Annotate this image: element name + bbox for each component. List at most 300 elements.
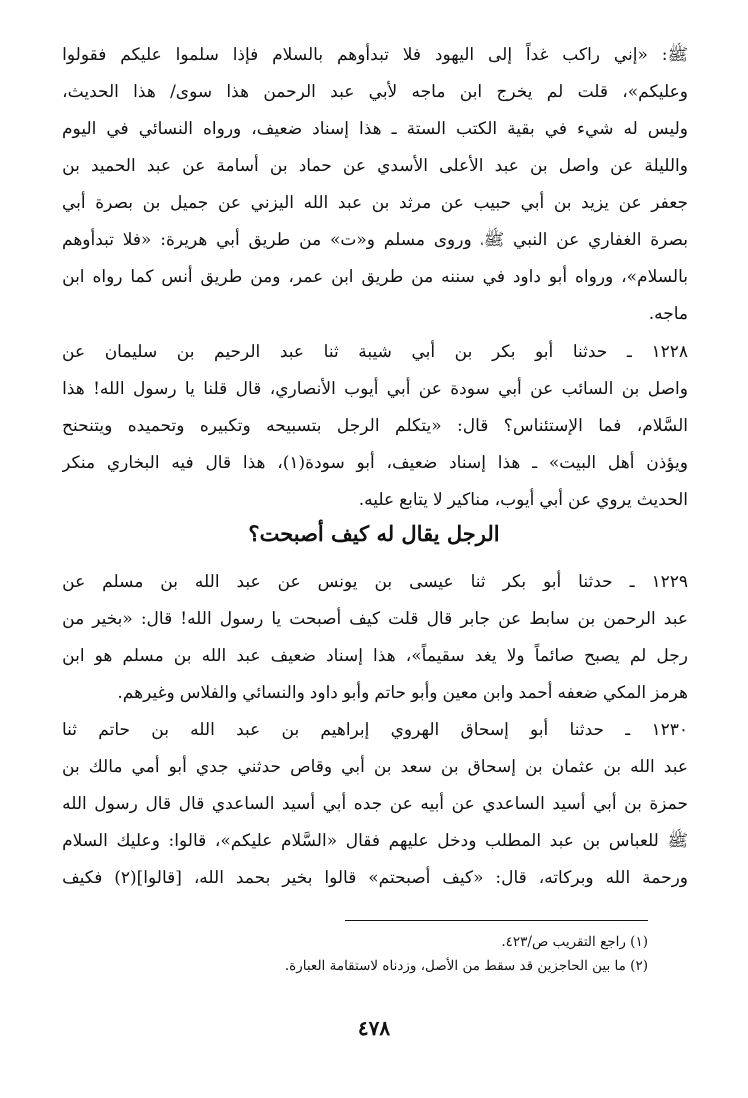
word: وروى [433, 230, 472, 250]
word: عبد [337, 193, 363, 213]
word: وتكبيره [199, 416, 251, 436]
word: اليهود [434, 45, 475, 65]
word: عبد [330, 82, 355, 102]
word: ﷺ: [661, 45, 688, 65]
word: فقولوا [62, 45, 107, 65]
word: كما [130, 267, 154, 287]
word: وابن [482, 683, 514, 703]
text-line [62, 786, 688, 823]
word: عبد [663, 757, 688, 777]
word: الساعدي [482, 794, 545, 814]
word: أيوب [344, 379, 379, 399]
word: الستة [406, 119, 446, 139]
word: بالسلام»، [621, 267, 688, 287]
word: بقية [507, 119, 535, 139]
word: هذا [497, 453, 521, 473]
text-line [62, 675, 688, 712]
word: النسائي [138, 119, 193, 139]
word: شيء [577, 119, 614, 139]
word: إلى [487, 45, 513, 65]
word: للعباس [608, 831, 659, 851]
word: بن [454, 342, 473, 362]
word: عن [182, 156, 206, 176]
text-line [62, 749, 688, 786]
word: أنس [161, 267, 193, 287]
word: ﷺ [667, 831, 688, 851]
text-line [62, 296, 688, 333]
word: بن [269, 156, 288, 176]
word: أحمد [518, 683, 553, 703]
word: البخاري [106, 453, 160, 473]
word: اليزني [250, 193, 294, 213]
paragraphs-hadith-1229-1230 [62, 564, 688, 897]
word: ـ [626, 342, 632, 362]
word: أسيد [282, 794, 316, 814]
word: ـ [391, 119, 397, 139]
word: «فلا [122, 230, 152, 250]
word: ـ [532, 453, 538, 473]
word: الرحيم [214, 342, 261, 362]
word: بن [577, 609, 596, 629]
paragraph-1227-continuation [62, 37, 688, 333]
word: واصل [647, 379, 688, 399]
word: هذا [226, 82, 250, 102]
word: عليكم [120, 45, 162, 65]
word: والنسائي [242, 683, 305, 703]
word: وغيرهم. [117, 683, 175, 703]
word: عن [618, 193, 642, 213]
word: إسناد [312, 119, 350, 139]
word: مسلم [383, 230, 425, 250]
word: إسحاق [460, 720, 509, 740]
word: يتابع [399, 490, 428, 510]
word: ويؤذن [646, 453, 688, 473]
word: ـ [625, 720, 631, 740]
word: صائماً [534, 646, 575, 666]
word: فيه [171, 453, 194, 473]
word: ماجه. [648, 304, 688, 324]
word: مسلم [102, 572, 144, 592]
word: قال: [495, 868, 527, 888]
word: شيبة [358, 342, 392, 362]
word: قال [235, 379, 262, 399]
word: عبد [494, 156, 519, 176]
paragraph-hadith-1228 [62, 334, 688, 519]
word: حاتم [374, 683, 407, 703]
word: ورواه [575, 267, 614, 287]
word: الله، [193, 868, 224, 888]
word: قالوا: [168, 831, 207, 851]
word: كيف [349, 609, 381, 629]
word: بن [173, 646, 192, 666]
word: بن [160, 572, 178, 592]
word: الساعدي [211, 794, 275, 814]
word: عن [389, 794, 413, 814]
word: سليمان [104, 342, 158, 362]
word: وأبو [411, 683, 438, 703]
word: بالسلام [272, 45, 324, 65]
word: إبراهيم [320, 720, 370, 740]
word: رسول [132, 379, 177, 399]
word: رواه [92, 267, 123, 287]
word: داود [512, 267, 541, 287]
word: ضعيف، [251, 119, 303, 139]
word: بن [142, 193, 161, 213]
text-line [62, 408, 688, 445]
word: بن [529, 156, 548, 176]
word: بن [176, 342, 195, 362]
text-line [62, 371, 688, 408]
word: سقيماً»، [405, 646, 465, 666]
word: الحديث، [62, 82, 119, 102]
word: سودة(١)، [277, 453, 345, 473]
word: هريرة: [160, 230, 208, 250]
text-line [62, 74, 688, 111]
word: يصبح [584, 646, 620, 666]
text-line [62, 564, 688, 601]
word: بن [553, 193, 572, 213]
word: قلت [388, 609, 419, 629]
word: إسحاق [467, 757, 516, 777]
word: ثنا [62, 720, 78, 740]
word: بن [371, 193, 390, 213]
word: بن [621, 379, 640, 399]
word: عبد [279, 342, 305, 362]
word: وبركاته، [538, 868, 594, 888]
word: مرثد [399, 193, 432, 213]
word: الله! [93, 379, 125, 399]
word: وقاص [290, 757, 333, 777]
word: سعد [400, 757, 432, 777]
word: البيت» [548, 453, 597, 473]
section-heading: الرجل يقال له كيف أصبحت؟ [248, 521, 500, 546]
word: حبيب [473, 193, 511, 213]
text-line [62, 37, 688, 74]
word: الإستئناس؟ [503, 416, 583, 436]
word: بن [373, 757, 392, 777]
page-number: ٤٧٨ [357, 1016, 391, 1040]
word: عن [568, 490, 592, 510]
word: قال: [140, 609, 173, 629]
word: الله [630, 757, 655, 777]
word: بكر [491, 342, 516, 362]
word: غداً [525, 45, 549, 65]
word: الأعلى [439, 156, 484, 176]
word: وليس [647, 119, 688, 139]
word: ثنا [323, 342, 339, 362]
word: رجل [656, 646, 688, 666]
word: ولا [506, 646, 525, 666]
word: الحديث [636, 490, 688, 510]
word: أمي [131, 757, 160, 777]
word: جابر [460, 609, 491, 629]
word: أبو [356, 453, 375, 473]
word: أبي [322, 794, 347, 814]
word: عن [342, 156, 366, 176]
word: جميل [169, 193, 209, 213]
word: ابن [62, 267, 85, 287]
word: لم [546, 82, 564, 102]
word: سوى/ [170, 82, 213, 102]
text-line [62, 334, 688, 371]
word: فلا [402, 45, 422, 65]
word: هذا [242, 453, 266, 473]
word: بن [62, 156, 80, 176]
word: «يتكلم [395, 416, 442, 436]
word: داود [309, 683, 338, 703]
word: جعفر [651, 193, 688, 213]
word: ضعيف، [386, 453, 438, 473]
word: حاتم [98, 720, 131, 740]
word: بصرة [650, 230, 688, 250]
word: هو [94, 646, 113, 666]
word: حمزة [649, 794, 688, 814]
word: عن [451, 794, 475, 814]
word: الأنصاري، [269, 379, 336, 399]
word: والليلة [644, 156, 688, 176]
word: قال [145, 794, 172, 814]
word: السائب [561, 379, 614, 399]
text-line [62, 445, 688, 482]
word: جده [353, 794, 383, 814]
word: راكب [562, 45, 601, 65]
word: بن [62, 757, 80, 777]
text-line [62, 712, 688, 749]
word: يغد [474, 646, 497, 666]
word: أبو [535, 342, 554, 362]
word: أبيه [420, 794, 445, 814]
word: عيسى [409, 572, 454, 592]
word: أبي [520, 193, 545, 213]
text-line [62, 222, 688, 259]
word: بحمد [235, 868, 271, 888]
word: ودخل [437, 831, 477, 851]
word: أبو [168, 757, 187, 777]
text-line [62, 638, 688, 675]
word: ماجه [411, 82, 446, 102]
word: قال [178, 794, 205, 814]
word: عبد [236, 646, 261, 666]
word: عن [498, 609, 522, 629]
word: من [62, 609, 85, 629]
word: ابن [62, 646, 85, 666]
text-line [62, 185, 688, 222]
word: أهل [607, 453, 635, 473]
word: عمر، [288, 267, 324, 287]
word: بخير [282, 868, 313, 888]
word: حماد [298, 156, 332, 176]
text-line [62, 259, 688, 296]
word: إسناد [326, 646, 363, 666]
word: من [411, 267, 434, 287]
word: طريق [248, 230, 291, 250]
word: يخرج [496, 82, 533, 102]
word: «بخير [92, 609, 133, 629]
word: ابن [331, 267, 354, 287]
word: النبي [513, 230, 548, 250]
word: عن [277, 572, 301, 592]
word: ضعيف [270, 646, 316, 666]
word: عبد [236, 572, 261, 592]
word: قال [426, 609, 453, 629]
word: قلت [577, 82, 609, 102]
word: من [299, 230, 322, 250]
word: أبي [411, 342, 436, 362]
word: ـ [629, 572, 635, 592]
word: السلام [62, 831, 108, 851]
word: مسلم [122, 646, 164, 666]
word: رسول [219, 609, 264, 629]
word: «إني [613, 45, 648, 65]
word: جدي [195, 757, 229, 777]
word: أبي [386, 379, 411, 399]
word: في [544, 119, 568, 139]
word: في [482, 267, 505, 287]
word: الرحمن [263, 82, 316, 102]
word: [قالوا](٢) [114, 868, 182, 888]
word: الله [201, 646, 227, 666]
word: مناكير [447, 490, 490, 510]
word: هرمز [651, 683, 688, 703]
word: تبدأوهم [62, 230, 114, 250]
word: يزيد [581, 193, 609, 213]
word: سابط [529, 609, 570, 629]
word: الهروي [390, 720, 440, 740]
word: وعليكم»، [622, 82, 688, 102]
word: ورواه [203, 119, 242, 139]
word: وتحميده [127, 416, 185, 436]
word: فكيف [62, 868, 103, 888]
word: طريق [361, 267, 404, 287]
word: اليوم [62, 119, 97, 139]
word: بتسبيحه [266, 416, 322, 436]
word: عليهم [388, 831, 429, 851]
word: عبد [146, 156, 172, 176]
word: عبد [663, 609, 688, 629]
word: بن [374, 572, 393, 592]
word: واصل [558, 156, 600, 176]
word: ومن [250, 267, 281, 287]
word: يونس [317, 572, 358, 592]
word: قال [205, 453, 232, 473]
word: والفلاس [179, 683, 238, 703]
word: الكتب [456, 119, 498, 139]
word: لا [432, 490, 443, 510]
word: بن [151, 720, 169, 740]
footnote-separator [345, 920, 648, 921]
word: تبدأوهم [336, 45, 389, 65]
word: الله [190, 720, 215, 740]
text-line [62, 860, 688, 897]
word: طريق [200, 267, 243, 287]
word: حدثنا [569, 720, 605, 740]
word: ورحمة [642, 868, 688, 888]
word: الرحمن [603, 609, 656, 629]
word: عبد [549, 831, 574, 851]
word: قالوا [324, 868, 357, 888]
text-line [62, 111, 688, 148]
word: عن [62, 342, 86, 362]
word: أسيد [552, 794, 586, 814]
word: المطلب [485, 831, 542, 851]
word: بن [624, 794, 642, 814]
word: أبو [548, 267, 568, 287]
word: «السَّلام [280, 831, 338, 851]
word: ١٢٢٨ [651, 342, 688, 362]
word: أبي [539, 490, 564, 510]
word: منكر [62, 453, 96, 473]
word: معين [442, 683, 478, 703]
word: إسناد [449, 453, 486, 473]
word: قلنا [203, 379, 228, 399]
word: ﷺ، [480, 230, 505, 250]
word: أبي [498, 379, 522, 399]
word: بن [440, 757, 459, 777]
word: بكر [502, 572, 527, 592]
word: «كيف [442, 868, 484, 888]
word: أبو [530, 720, 549, 740]
word: الحميد [90, 156, 136, 176]
word: عن [217, 193, 242, 213]
word: رسول [94, 794, 138, 814]
word: أبي [216, 230, 240, 250]
word: لأبي [368, 82, 398, 102]
word: عن [62, 572, 86, 592]
word: قال: [457, 416, 489, 436]
word: أصبحت [289, 609, 342, 629]
word: سلموا [175, 45, 219, 65]
word: هذا [133, 82, 156, 102]
word: بن [281, 720, 300, 740]
word: بن [524, 757, 543, 777]
word: الرجل [336, 416, 380, 436]
word: له [623, 119, 638, 139]
word: أيوب، [494, 490, 535, 510]
word: فما [598, 416, 622, 436]
word: أبي [62, 193, 86, 213]
word: عثمان [551, 757, 595, 777]
word: ثنا [470, 572, 486, 592]
word: بن [582, 831, 601, 851]
word: أبو [542, 572, 562, 592]
word: سودة [450, 379, 490, 399]
word: بصرة [95, 193, 134, 213]
word: السَّلام، [636, 416, 688, 436]
word: أبي [341, 757, 365, 777]
word: الغفاري [588, 230, 642, 250]
word: ١٢٢٩ [651, 572, 688, 592]
word: يا [271, 609, 282, 629]
word: يروي [596, 490, 632, 510]
word: هذا [359, 119, 382, 139]
word: المكي [602, 683, 647, 703]
word: ويتنحنح [62, 416, 113, 436]
word: هذا [62, 379, 85, 399]
word: وأبو [342, 683, 370, 703]
word: فإذا [232, 45, 259, 65]
word: الله [62, 794, 87, 814]
word: مالك [88, 757, 123, 777]
word: أسامة [216, 156, 259, 176]
word: عن [418, 379, 442, 399]
text-line [62, 823, 688, 860]
word: حدثني [237, 757, 282, 777]
word: عن [530, 379, 554, 399]
text-line [62, 601, 688, 638]
word: ابن [459, 82, 483, 102]
word: عبد [236, 720, 261, 740]
word: الله [605, 868, 631, 888]
